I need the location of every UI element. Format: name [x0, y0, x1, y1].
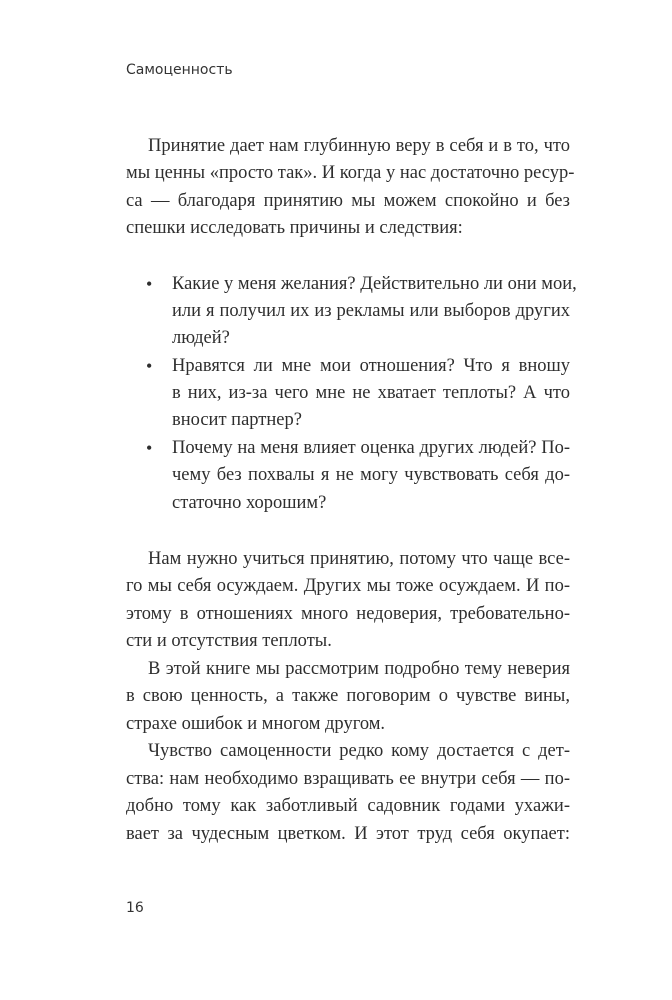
text-line: спешки исследовать причины и следствия: [126, 218, 463, 238]
text-line: или я получил их из рекламы или выборов других [172, 301, 570, 321]
text-line: Принятие дает нам глубинную веру в себя и в то, что [148, 136, 570, 156]
text-line: вносит партнер? [172, 410, 302, 430]
text-line: чему без похвалы я не могу чувствовать себя до- [172, 465, 570, 485]
text-line: Какие у меня желания? Действительно ли они мои, [172, 274, 577, 294]
text-line: в них, из-за чего мне не хватает теплоты? А что [172, 383, 570, 403]
text-line: вает за чудесным цветком. И этот труд себя окупает: [126, 824, 570, 844]
text-line: сти и отсутствия теплоты. [126, 631, 332, 651]
text-line: Чувство самоценности редко кому достается с дет- [148, 741, 570, 761]
text-line: Нравятся ли мне мои отношения? Что я вношу [172, 356, 570, 376]
text-line: В этой книге мы рассмотрим подробно тему неверия [148, 659, 570, 679]
text-line: Почему на меня влияет оценка других людей? По- [172, 438, 570, 458]
text-line: ства: нам необходимо взращивать ее внутри себя — по- [126, 769, 570, 789]
text-line: са — благодаря принятию мы можем спокойно и без [126, 191, 570, 211]
text-line: го мы себя осуждаем. Других мы тоже осуждаем. И по- [126, 576, 570, 596]
text-line: в свою ценность, а также поговорим о чувстве вины, [126, 686, 570, 706]
text-line: Нам нужно учиться принятию, потому что чаще все- [148, 549, 570, 569]
text-line: добно тому как заботливый садовник годами ухажи- [126, 796, 570, 816]
running-header: Самоценность [126, 62, 233, 78]
bullet-icon: • [146, 438, 153, 458]
text-line: людей? [172, 328, 230, 348]
bullet-icon: • [146, 274, 153, 294]
text-line: статочно хорошим? [172, 493, 327, 513]
page-number: 16 [126, 900, 144, 916]
text-line: страхе ошибок и многом другом. [126, 714, 386, 734]
text-line: мы ценны «просто так». И когда у нас достаточно ресур- [126, 163, 575, 183]
bullet-icon: • [146, 356, 153, 376]
text-line: этому в отношениях много недоверия, требовательно- [126, 604, 570, 624]
